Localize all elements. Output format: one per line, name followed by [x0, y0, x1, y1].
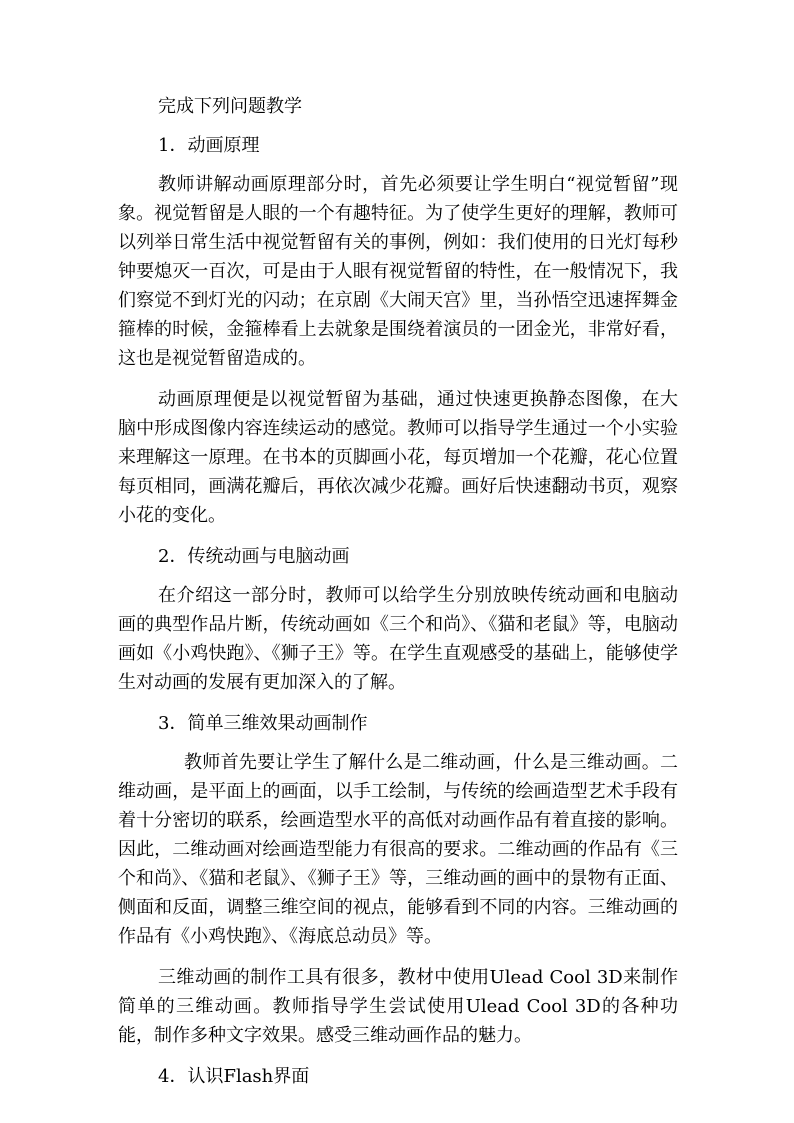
- section-3-paragraph-2: 三维动画的制作工具有很多，教材中使用Ulead Cool 3D来制作简单的三维动画。教师指导学生尝试使用Ulead Cool 3D的各种功能，制作多种文字效果。感受三维动画作品的魅力。: [118, 967, 678, 1046]
- section-1-paragraph-1: 教师讲解动画原理部分时，首先必须要让学生明白“视觉暂留”现象。视觉暂留是人眼的一个有趣特征。为了使学生更好的理解，教师可以列举日常生活中视觉暂留有关的事例，例如：我们使用的日光灯每秒钟要熄灭一百次，可是由于人眼有视觉暂留的特性，在一般情况下，我们察觉不到灯光的闪动；在京剧《大闹天宫》里，当孙悟空迅速挥舞金箍棒的时候，金箍棒看上去就象是围绕着演员的一团金光，非常好看，这也是视觉暂留造成的。: [118, 174, 678, 369]
- document-intro: 完成下列问题教学: [158, 96, 302, 117]
- section-2-paragraph-1: 在介绍这一部分时，教师可以给学生分别放映传统动画和电脑动画的典型作品片断，传统动画如《三个和尚》、《猫和老鼠》等，电脑动画如《小鸡快跑》、《狮子王》等。在学生直观感受的基础上，能够使学生对动画的发展有更加深入的了解。: [118, 585, 678, 693]
- section-heading-4: 4．认识Flash界面: [158, 1066, 310, 1087]
- section-3-paragraph-1: 教师首先要让学生了解什么是二维动画，什么是三维动画。二维动画，是平面上的画面，以手工绘制，与传统的绘画造型艺术手段有着十分密切的联系，绘画造型水平的高低对动画作品有着直接的影响。因此，二维动画对绘画造型能力有很高的要求。二维动画的作品有《三个和尚》、《猫和老鼠》、《狮子王》等，三维动画的画中的景物有正面、侧面和反面，调整三维空间的视点，能够看到不同的内容。三维动画的作品有《小鸡快跑》、《海底总动员》等。: [118, 752, 678, 947]
- section-heading-2: 2．传统动画与电脑动画: [158, 546, 350, 567]
- section-1-paragraph-2: 动画原理便是以视觉暂留为基础，通过快速更换静态图像，在大脑中形成图像内容连续运动的感觉。教师可以指导学生通过一个小实验来理解这一原理。在书本的页脚画小花，每页增加一个花瓣，花心位置每页相同，画满花瓣后，再依次减少花瓣。画好后快速翻动书页，观察小花的变化。: [118, 389, 678, 526]
- document-page: [118, 92, 678, 1101]
- section-heading-1: 1．动画原理: [158, 135, 260, 156]
- section-heading-3: 3．简单三维效果动画制作: [158, 713, 368, 734]
